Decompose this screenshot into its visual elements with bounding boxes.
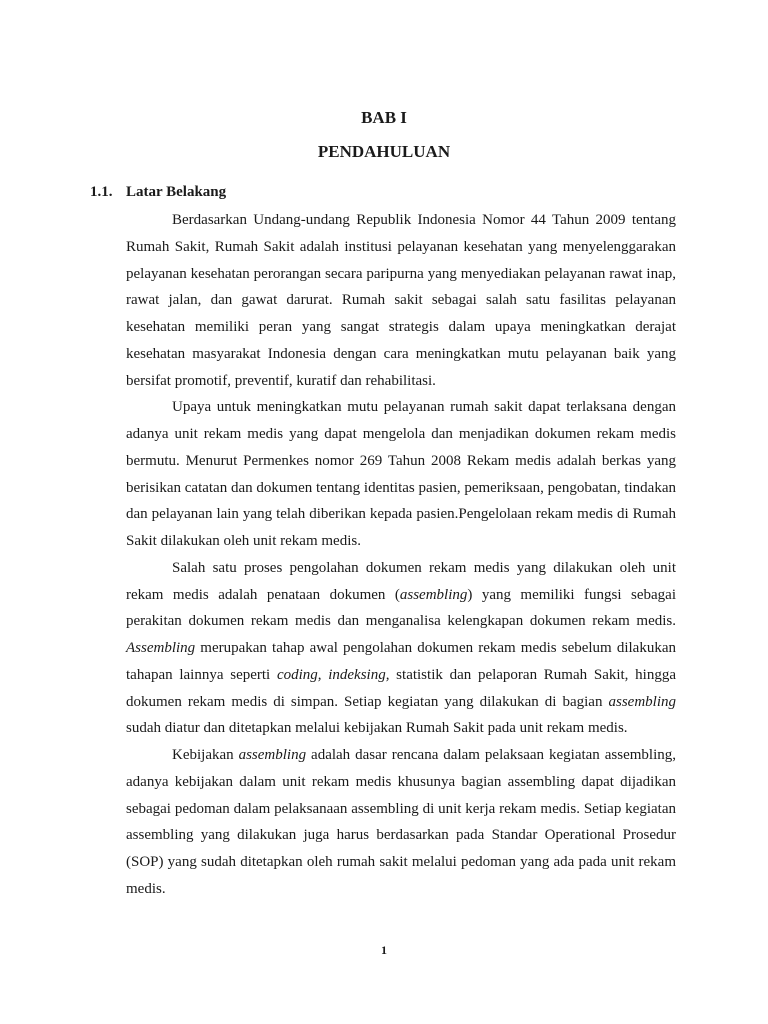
paragraph-text: sudah diatur dan ditetapkan melalui kebijakan Rumah Sakit pada unit rekam medis. <box>126 720 628 737</box>
page-number: 1 <box>381 943 387 957</box>
section-title: Latar Belakang <box>126 184 227 200</box>
section-number: 1.1. <box>90 184 113 200</box>
paragraph-1 <box>126 207 676 394</box>
paragraph-text: Upaya untuk meningkatkan mutu pelayanan rumah sakit dapat terlaksana dengan adanya unit rekam medis yang dapat mengelola dan menjadikan dokumen rekam medis bermutu. Menurut Permenkes nomor 269 Tahun 2008 Rekam medis adalah berkas yang berisikan catatan dan dokumen tentang identitas pasien, pemeriksaan, pengobatan, tindakan dan pelayanan lain yang telah diberikan kepada pasien.Pengelolaan rekam medis di Rumah Sakit dilakukan oleh unit rekam medis. <box>126 399 676 549</box>
section-heading <box>90 184 226 201</box>
italic-term: assembling <box>399 586 468 603</box>
paragraph-4 <box>126 742 676 903</box>
italic-term: Assembling <box>126 640 196 656</box>
italic-term: assembling <box>238 747 307 763</box>
paragraph-text: Salah satu proses pengolahan dokumen rekam medis yang dilakukan oleh unit rekam medis adalah penataan dokumen ( <box>126 559 676 603</box>
italic-term: assembling <box>608 693 676 710</box>
chapter-title: PENDAHULUAN <box>317 142 451 161</box>
body-text <box>126 207 676 903</box>
italic-term: coding, indeksing, <box>276 666 390 683</box>
paragraph-text: statistik dan pelaporan Rumah Sakit, hingga dokumen rekam medis di simpan. Setiap kegiatan yang dilakukan di bagian <box>126 666 676 710</box>
paragraph-text: Berdasarkan Undang-undang Republik Indonesia Nomor 44 Tahun 2009 tentang Rumah Sakit, Rumah Sakit adalah institusi pelayanan kesehatan yang menyelenggarakan pelayanan kesehatan perorangan secara paripurna yang menyediakan pelayanan rawat inap, rawat jalan, dan gawat darurat. Rumah sakit sebagai salah satu fasilitas pelayanan kesehatan memiliki peran yang sangat strategis dalam upaya meningkatkan derajat kesehatan masyarakat Indonesia dengan cara meningkatkan mutu pelayanan baik yang bersifat promotif, preventif, kuratif dan rehabilitasi. <box>126 212 676 389</box>
paragraph-text: adalah dasar rencana dalam pelaksaan kegiatan assembling, adanya kebijakan dalam unit rekam medis khusunya bagian assembling dapat dijadikan sebagai pedoman dalam pelaksanaan assembling di unit kerja rekam medis. Setiap kegiatan assembling yang dilakukan juga harus berdasarkan pada Standar Operational Prosedur (SOP) yang sudah ditetapkan oleh rumah sakit melalui pedoman yang ada pada unit rekam medis. <box>126 747 676 897</box>
paragraph-text: ) yang memiliki fungsi sebagai perakitan dokumen rekam medis dan menganalisa kelengkapan dokumen rekam medis. <box>126 586 676 630</box>
chapter-number: BAB I <box>361 108 407 127</box>
paragraph-text: Kebijakan <box>172 747 239 763</box>
paragraph-text: merupakan tahap awal pengolahan dokumen rekam medis sebelum dilakukan tahapan lainnya seperti <box>126 640 676 683</box>
paragraph-2 <box>126 394 676 555</box>
paragraph-3 <box>126 555 676 742</box>
